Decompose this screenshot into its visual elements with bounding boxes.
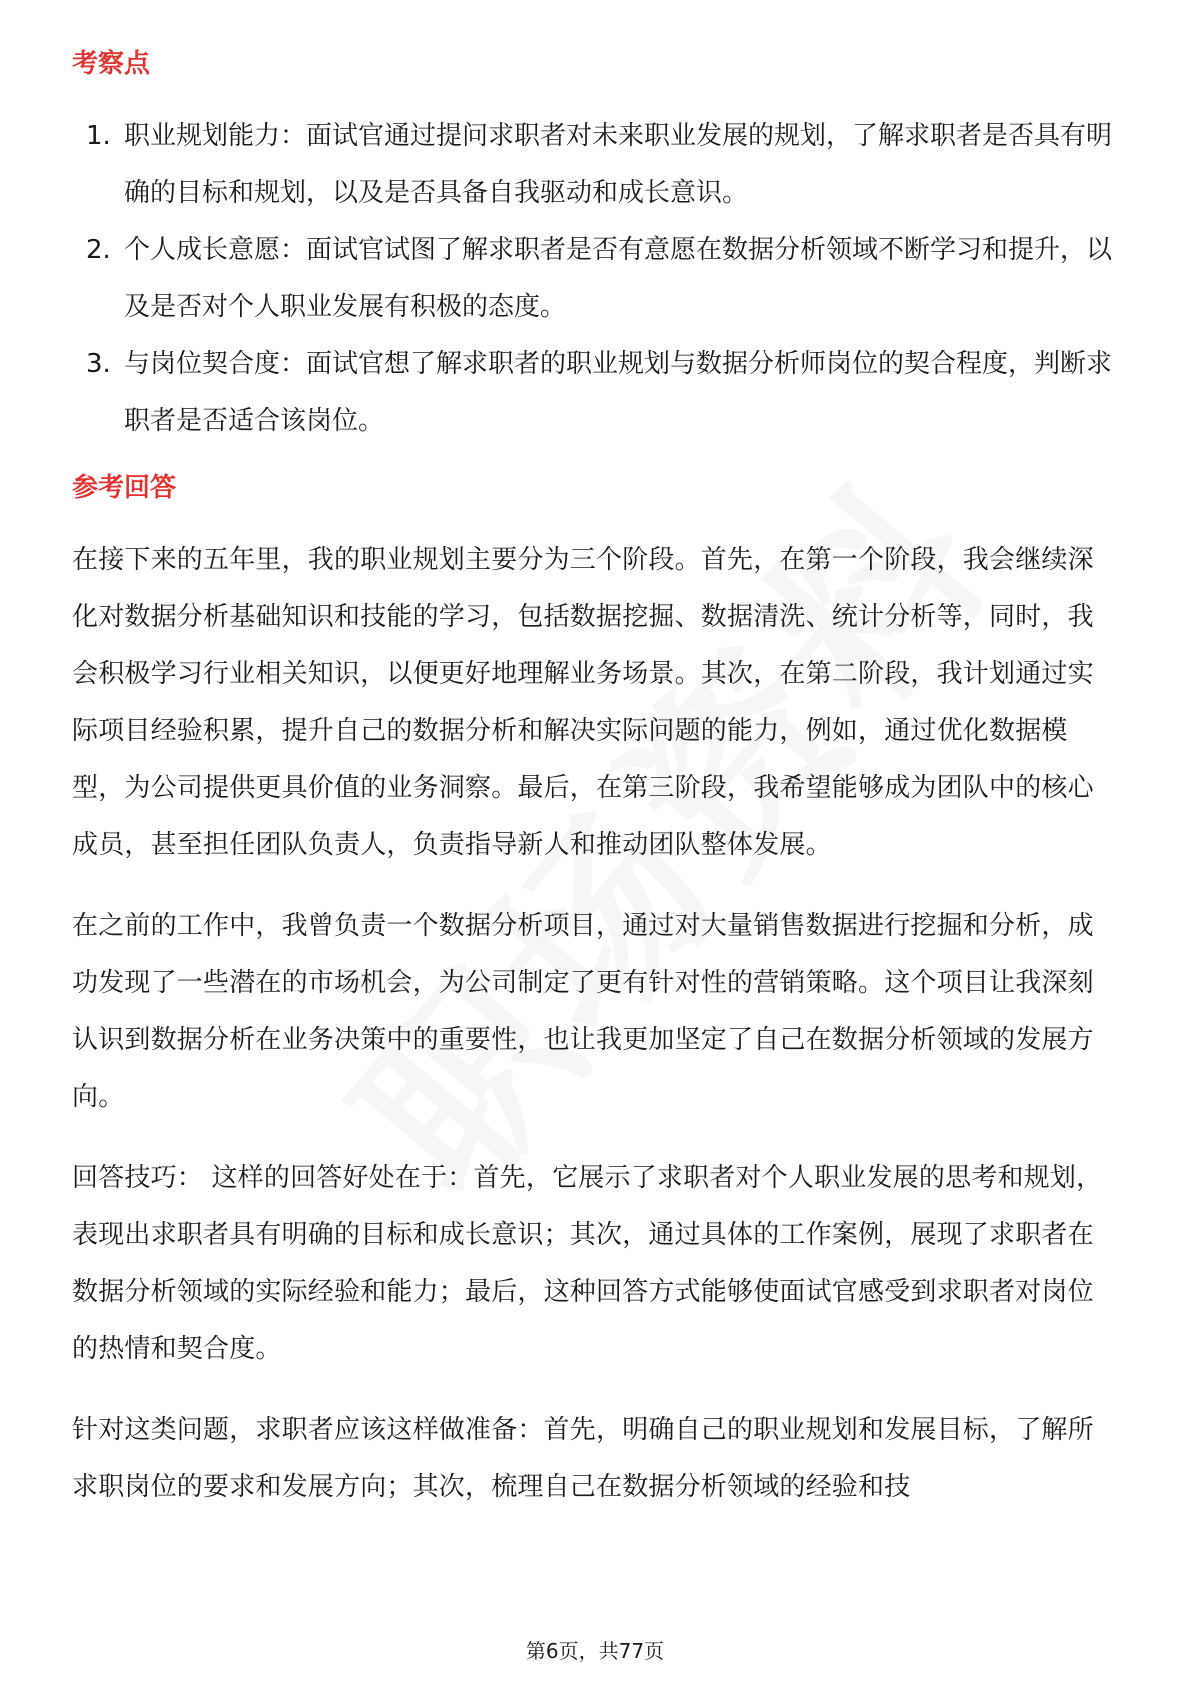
section-title-exam-points: 考察点	[72, 49, 151, 79]
list-item	[72, 108, 1118, 222]
list-item	[72, 336, 1118, 450]
exam-points-list	[72, 108, 1118, 450]
paragraph: 针对这类问题，求职者应该这样做准备：首先，明确自己的职业规划和发展目标，了解所求职岗位的要求和发展方向；其次，梳理自己在数据分析领域的经验和技	[72, 1415, 1094, 1502]
list-item-text: 与岗位契合度：面试官想了解求职者的职业规划与数据分析师岗位的契合程度，判断求职者是否适合该岗位。	[124, 349, 1113, 436]
list-number: 2.	[86, 235, 111, 265]
list-number: 1.	[86, 121, 111, 151]
list-number: 3.	[86, 349, 111, 379]
list-item-text: 职业规划能力：面试官通过提问求职者对未来职业发展的规划，了解求职者是否具有明确的目标和规划，以及是否具备自我驱动和成长意识。	[124, 121, 1113, 208]
list-item-text: 个人成长意愿：面试官试图了解求职者是否有意愿在数据分析领域不断学习和提升，以及是否对个人职业发展有积极的态度。	[124, 235, 1113, 322]
paragraph: 在之前的工作中，我曾负责一个数据分析项目，通过对大量销售数据进行挖掘和分析，成功发现了一些潜在的市场机会，为公司制定了更有针对性的营销策略。这个项目让我深刻认识到数据分析在业务决策中的重要性，也让我更加坚定了自己在数据分析领域的发展方向。	[72, 911, 1094, 1112]
section-title-reference-answer: 参考回答	[72, 473, 177, 503]
paragraph: 回答技巧： 这样的回答好处在于：首先，它展示了求职者对个人职业发展的思考和规划，表现出求职者具有明确的目标和成长意识；其次，通过具体的工作案例，展现了求职者在数据分析领域的实际经验和能力；最后，这种回答方式能够使面试官感受到求职者对岗位的热情和契合度。	[72, 1163, 1103, 1364]
list-item	[72, 222, 1118, 336]
paragraph: 在接下来的五年里，我的职业规划主要分为三个阶段。首先，在第一个阶段，我会继续深化对数据分析基础知识和技能的学习，包括数据挖掘、数据清洗、统计分析等，同时，我会积极学习行业相关知识，以便更好地理解业务场景。其次，在第二阶段，我计划通过实际项目经验积累，提升自己的数据分析和解决实际问题的能力，例如，通过优化数据模型，为公司提供更具价值的业务洞察。最后，在第三阶段，我希望能够成为团队中的核心成员，甚至担任团队负责人，负责指导新人和推动团队整体发展。	[72, 545, 1094, 860]
document-page	[72, 44, 1118, 1540]
page-number: 第6页，共77页	[525, 1639, 665, 1663]
